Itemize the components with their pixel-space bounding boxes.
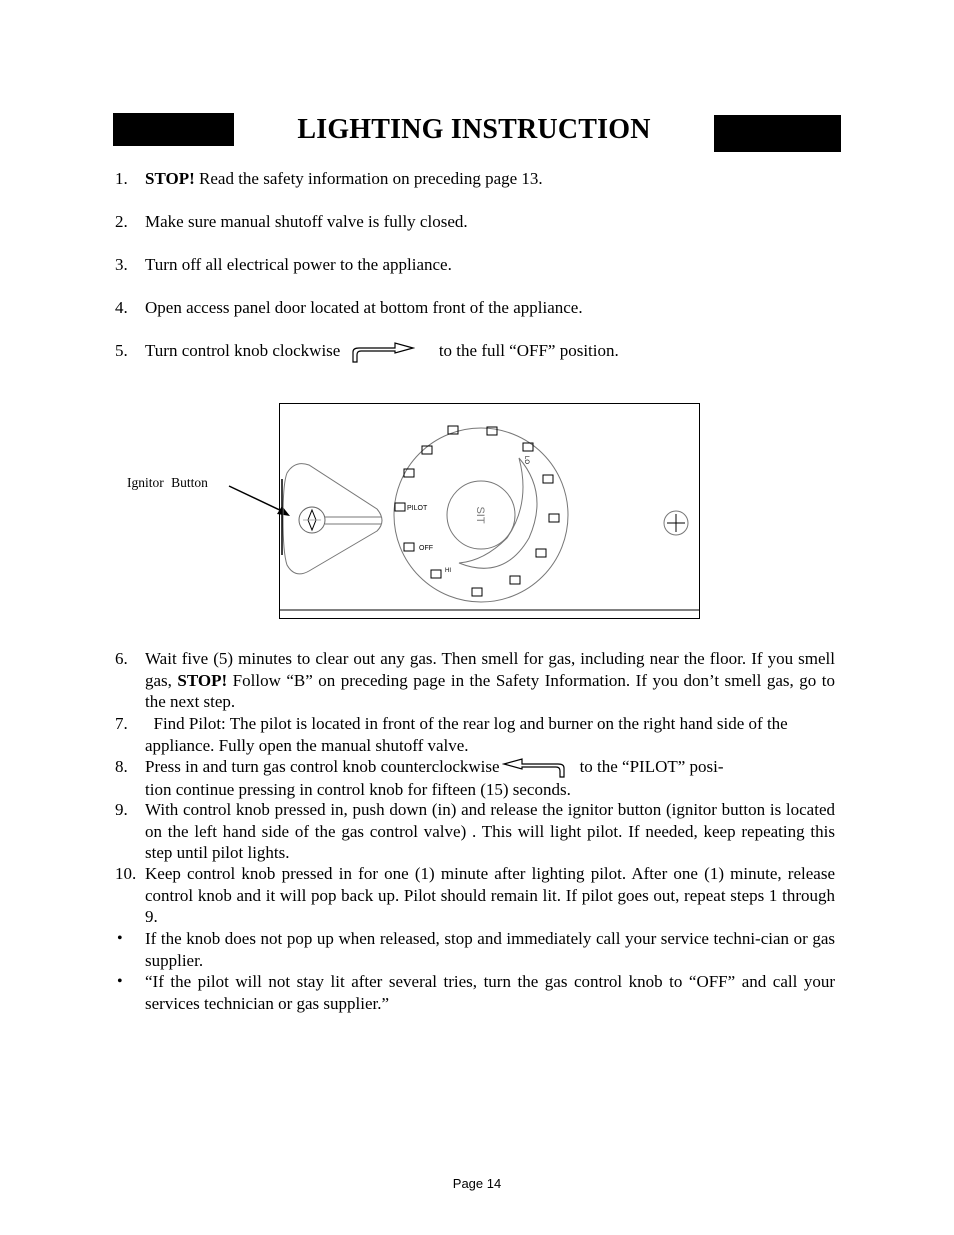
step-text: Keep control knob pressed in for one (1) minute after lighting pilot. After one (1) minute, release control knob and it will pop back up. Pilot should remain lit. If pilot goes out, repeat steps 1 through 9. [145, 864, 835, 926]
ignitor-button-icon [299, 507, 325, 533]
left-header-bar [113, 113, 234, 146]
step-text: Find Pilot: The pilot is located in front of the rear log and burner on the right hand side of the appliance. Fully open the manual shutoff valve. [145, 714, 792, 755]
bullet-text: “If the pilot will not stay lit after several tries, turn the gas control knob to “OFF” and call your services technician or gas supplier.” [145, 972, 835, 1013]
bullet-mark: • [117, 930, 123, 947]
step-text: Turn control knob clockwise [145, 341, 341, 360]
step-text-line2: tion continue pressing in control knob for fifteen (15) seconds. [145, 780, 571, 800]
step-number: 4. [115, 298, 128, 317]
step-text: Wait five (5) minutes to clear out any gas. Then smell for gas, including near the floor. If you smell gas, [145, 649, 835, 690]
gas-valve-diagram [279, 403, 700, 619]
step-text: Read the safety information on preceding page 13. [194, 169, 543, 188]
hi-position-label: HI [445, 568, 451, 574]
page-title: LIGHTING INSTRUCTION [297, 114, 651, 145]
off-position-label: OFF [419, 545, 433, 552]
counterclockwise-arrow-icon [502, 757, 566, 779]
step-number: 2. [115, 212, 128, 231]
step-7 [115, 713, 835, 756]
step-text: With control knob pressed in, push down (in) and release the ignitor button (ignitor button is located on the left hand side of the gas control valve) . This will light pilot. If needed, keep repeating this step until pilot lights. [145, 800, 835, 862]
step-text: Turn off all electrical power to the appliance. [145, 255, 452, 274]
step-text-continued: Follow “B” on preceding page in the Safety Information. If you don’t smell gas, go to the next step. [145, 670, 835, 711]
bullet-mark: • [117, 973, 123, 990]
stop-emphasis: STOP! [177, 670, 228, 690]
step-number: 8. [115, 757, 128, 776]
page-number: Page 14 [452, 1176, 502, 1191]
step-text: Make sure manual shutoff valve is fully closed. [145, 212, 468, 231]
step-number: 6. [115, 649, 128, 668]
bullet-note [115, 928, 835, 971]
pilot-position-label: PILOT [407, 505, 428, 512]
knob-brand-text: SIT [474, 506, 486, 524]
step-number: 9. [115, 800, 128, 819]
step-number: 5. [115, 341, 128, 360]
clockwise-arrow-icon [351, 340, 415, 364]
step-text: Press in and turn gas control knob counterclockwise [145, 757, 500, 776]
step-6 [115, 648, 835, 713]
step-number: 10. [115, 864, 137, 883]
stop-emphasis: STOP! [145, 169, 195, 188]
step-10 [115, 863, 835, 928]
step-number: 1. [115, 169, 128, 188]
lo-position-label: LO [523, 456, 529, 465]
step-text-after: to the “PILOT” posi- [579, 757, 724, 776]
bullet-note [115, 971, 835, 1014]
mounting-screw-icon [664, 511, 688, 535]
step-text: Open access panel door located at bottom front of the appliance. [145, 298, 583, 317]
step-9 [115, 799, 835, 864]
right-header-bar [714, 115, 841, 152]
bullet-text: If the knob does not pop up when released, stop and immediately call your service techni-cian or gas supplier. [145, 929, 835, 970]
step-number: 7. [115, 714, 128, 733]
ignitor-button-label: Ignitor Button [127, 475, 208, 490]
step-text-after: to the full “OFF” position. [438, 341, 619, 360]
step-8 [115, 756, 835, 801]
step-number: 3. [115, 255, 128, 274]
